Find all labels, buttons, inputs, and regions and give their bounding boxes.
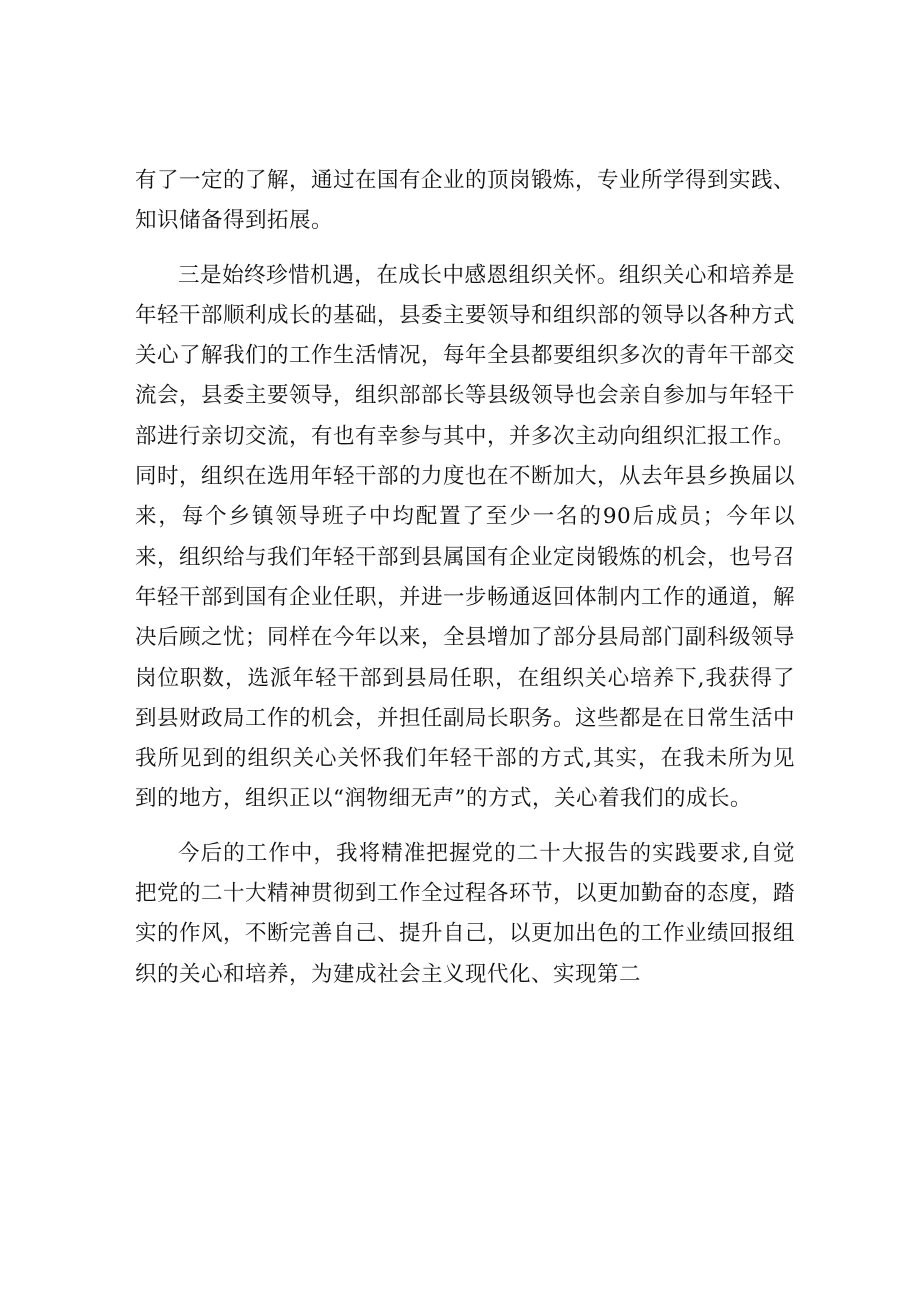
paragraph-continuation: 有了一定的了解，通过在国有企业的顶岗锻炼，专业所学得到实践、知识储备得到拓展。 — [135, 168, 796, 234]
document-body — [135, 161, 795, 995]
paragraph-future-work: 今后的工作中，我将精准把握党的二十大报告的实践要求,自觉把党的二十大精神贯彻到工作全过程各环节，以更加勤奋的态度，踏实的作风，不断完善自己、提升自己，以更加出色的工作业绩回报组织的关心和培养，为建成社会主义现代化、实现第二 — [135, 840, 796, 987]
paragraph-growth-care: 三是始终珍惜机遇，在成长中感恩组织关怀。组织关心和培养是年轻干部顺利成长的基础，县委主要领导和组织部的领导以各种方式关心了解我们的工作生活情况，每年全县都要组织多次的青年干部交流会，县委主要领导，组织部部长等县级领导也会亲自参加与年轻干部进行亲切交流，有也有幸参与其中，并多次主动向组织汇报工作。同时，组织在选用年轻干部的力度也在不断加大，从去年县乡换届以来，每个乡镇领导班子中均配置了至少一名的90后成员；今年以来，组织给与我们年轻干部到县属国有企业定岗锻炼的机会，也号召年轻干部到国有企业任职，并进一步畅通返回体制内工作的通道，解决后顾之忧；同样在今年以来，全县增加了部分县局部门副科级领导岗位职数，选派年轻干部到县局任职，在组织关心培养下,我获得了到县财政局工作的机会，并担任副局长职务。这些都是在日常生活中我所见到的组织关心关怀我们年轻干部的方式,其实，在我未所为见到的地方，组织正以“润物细无声”的方式，关心着我们的成长。 — [135, 262, 796, 812]
